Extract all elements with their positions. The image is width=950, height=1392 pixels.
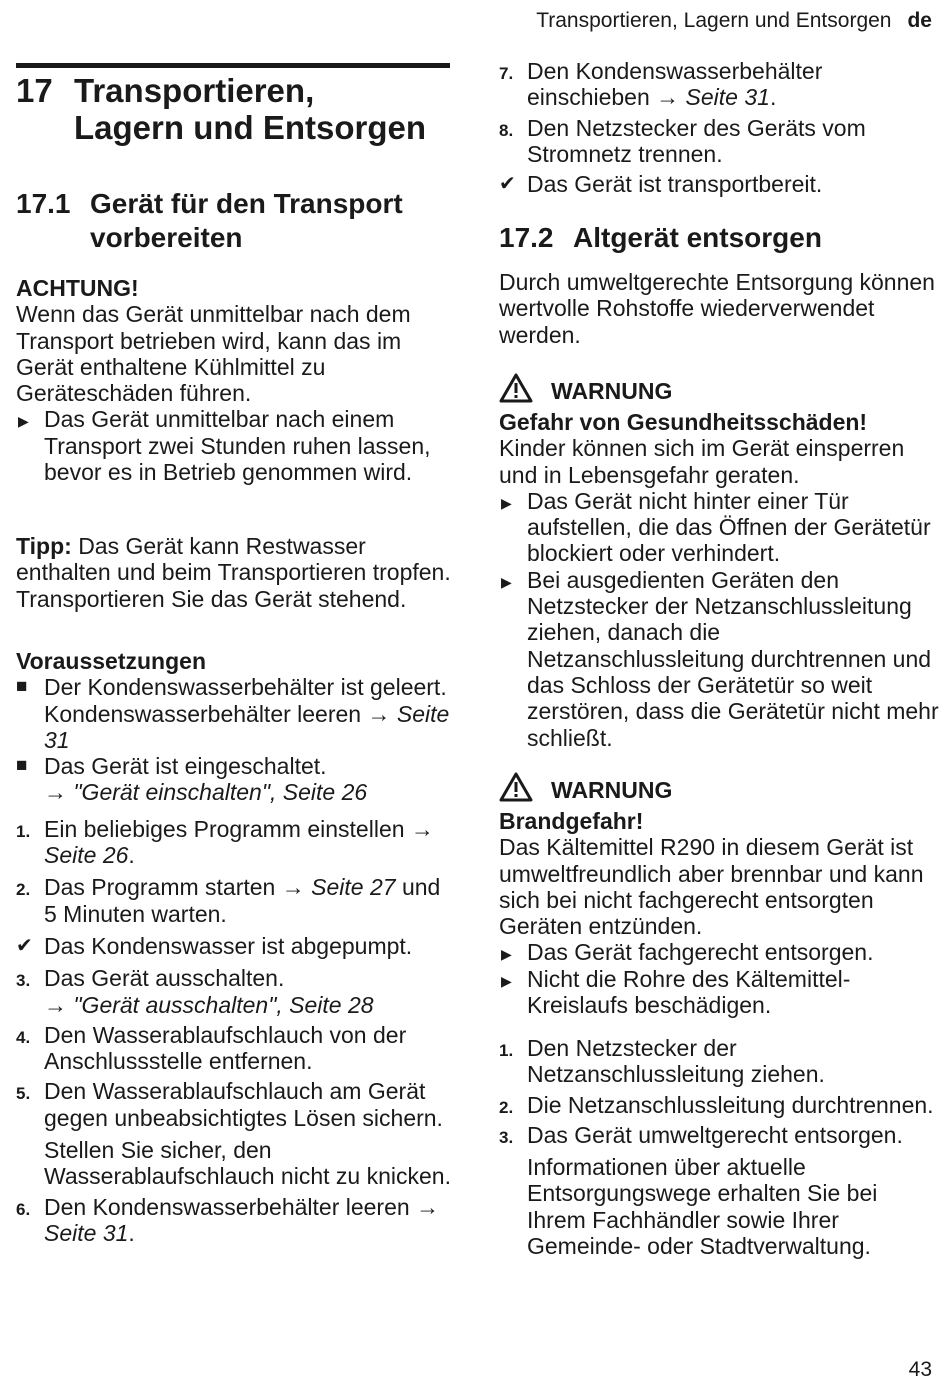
section-title: Gerät für den Transport vorbereiten [90,188,403,253]
warning-label: WARNUNG [499,772,939,808]
running-header [536,8,932,34]
warning-block-fire [499,772,939,1018]
step-note: Stellen Sie sicher, den Wasserablaufschlauch nicht zu knicken. [44,1137,451,1190]
page-reference[interactable]: → "Gerät einschalten", Seite 26 [44,779,368,806]
step-item: 3. Das Gerät umweltgerecht entsorgen. [499,1122,939,1148]
chapter-title: Transportieren, Lagern und Entsorgen [74,72,427,146]
step-number: 4. [16,1027,31,1047]
prerequisite-item: ■ Der Kondenswasserbehälter ist geleert. Kondenswasserbehälter leeren → Seite 31 [16,674,450,753]
step-item: 7. Den Kondenswasserbehälter einschieben → Seite 31. [499,58,823,111]
triangle-bullet-icon: ▶ [501,494,512,511]
caution-label: ACHTUNG! [16,275,139,301]
step-note: Informationen über aktuelle Entsorgungswege erhalten Sie bei Ihrem Fachhändler sowie Ihrer Gemeinde- oder Stadtverwaltung. [527,1154,878,1260]
chapter-number: 17 [16,72,53,109]
step-number: 8. [499,120,514,140]
language-code: de [907,9,932,32]
result-item: ✔ Das Gerät ist transportbereit. [499,171,823,198]
step-number: 5. [16,1084,31,1104]
page-number: 43 [908,1358,932,1381]
page-reference[interactable]: → Seite 31 [656,84,770,111]
step-number: 7. [499,64,514,83]
step-item: 4. Den Wasserablaufschlauch von der Anschlussstelle entfernen. [16,1021,407,1075]
section-number: 17.2 [499,222,554,253]
result-item: ✔ Das Kondenswasser ist abgepumpt. [16,932,413,959]
section-number: 17.1 [16,188,71,219]
warning-block-health [499,373,939,751]
page-reference[interactable]: → "Gerät ausschalten", Seite 28 [44,991,374,1018]
procedure-block [16,648,456,1246]
warning-title: Brandgefahr! [499,808,644,834]
tip-block [16,533,456,612]
step-item: 8. Den Netzstecker des Geräts vom Stromnetz trennen. [499,114,866,167]
step-number: 3. [16,971,31,991]
step-number: 2. [16,880,31,900]
step-number: 1. [16,821,31,841]
procedure-continued [499,58,939,197]
tip-text: Das Gerät kann Restwasser enthalten und beim Transportieren tropfen. Transportieren Sie das Gerät stehend. [16,533,451,612]
warning-label: WARNUNG [499,373,939,409]
step-number: 3. [499,1127,514,1147]
step-item: 2. Die Netzanschlussleitung durchtrennen. [499,1092,939,1118]
warning-action: ▶ Nicht die Rohre des Kältemittel-Kreislaufs beschädigen. [501,965,851,1019]
triangle-bullet-icon: ▶ [501,972,512,989]
chapter-rule [16,63,450,68]
warning-triangle-icon [499,373,533,409]
caution-text: Wenn das Gerät unmittelbar nach dem Transport betrieben wird, kann das im Gerät enthaltene Kühlmittel zu Geräteschäden führen. [16,301,411,407]
caution-block [16,275,456,485]
step-item: 1. Den Netzstecker der Netzanschlussleitung ziehen. [499,1035,825,1088]
header-title: Transportieren, Lagern und Entsorgen [536,9,892,32]
prerequisite-item: ■ Das Gerät ist eingeschaltet. → "Gerät einschalten", Seite 26 [16,753,368,806]
page-reference[interactable]: → Seite 31 [44,1193,440,1246]
warning-text: Kinder können sich im Gerät einsperren und in Lebensgefahr geraten. [499,435,905,488]
step-item: 6. Den Kondenswasserbehälter leeren → Seite 31. [16,1193,440,1246]
step-number: 2. [499,1097,514,1117]
checkmark-icon: ✔ [499,173,516,196]
caution-action: ▶ Das Gerät unmittelbar nach einem Transport zwei Stunden ruhen lassen, bevor es in Betrieb genommen wird. [18,406,431,486]
disposal-steps [499,1035,939,1259]
page-reference[interactable]: → Seite 26 [44,815,434,869]
square-bullet-icon: ■ [16,676,28,698]
warning-text: Das Kältemittel R290 in diesem Gerät ist umweltfreundlich aber brennbar und kann sich bei nicht fachgerecht entsorgten Geräten entzünden. [499,834,924,940]
tip-label: Tipp: [16,533,72,559]
step-item: 5. Den Wasserablaufschlauch am Gerät gegen unbeabsichtigtes Lösen sichern. [16,1078,443,1131]
step-item: 3. Das Gerät ausschalten. → "Gerät ausschalten", Seite 28 [16,965,374,1018]
section-title: Altgerät entsorgen [573,222,822,253]
page-reference[interactable]: → Seite 31 [44,700,450,753]
prerequisites-label: Voraussetzungen [16,648,206,674]
step-item: 1. Ein beliebiges Programm einstellen → Seite 26. [16,815,434,869]
square-bullet-icon: ■ [16,755,28,777]
warning-action: ▶ Das Gerät fachgerecht entsorgen. [499,939,939,965]
page-reference[interactable]: → Seite 27 [281,874,396,901]
triangle-bullet-icon: ▶ [501,946,512,963]
triangle-bullet-icon: ▶ [501,573,512,590]
warning-title: Gefahr von Gesundheitsschäden! [499,409,868,435]
step-item: 2. Das Programm starten → Seite 27 und 5 Minuten warten. [16,874,441,927]
warning-action: ▶ Bei ausgedienten Geräten den Netzstecker der Netzanschlussleitung ziehen, danach die Netzanschlussleitung durchtrennen und das Schloss der Gerätetür so weit zerstören, dass die Gerätetür nicht mehr schließt. [501,566,939,751]
step-number: 1. [499,1041,514,1060]
warning-triangle-icon [499,772,533,808]
disposal-intro: Durch umweltgerechte Entsorgung können wertvolle Rohstoffe wiederverwendet werden. [499,269,935,348]
checkmark-icon: ✔ [16,934,33,957]
step-number: 6. [16,1199,31,1219]
warning-action: ▶ Das Gerät nicht hinter einer Tür aufstellen, die das Öffnen der Gerätetür blockiert oder verhindert. [501,487,931,567]
triangle-bullet-icon: ▶ [18,413,29,430]
